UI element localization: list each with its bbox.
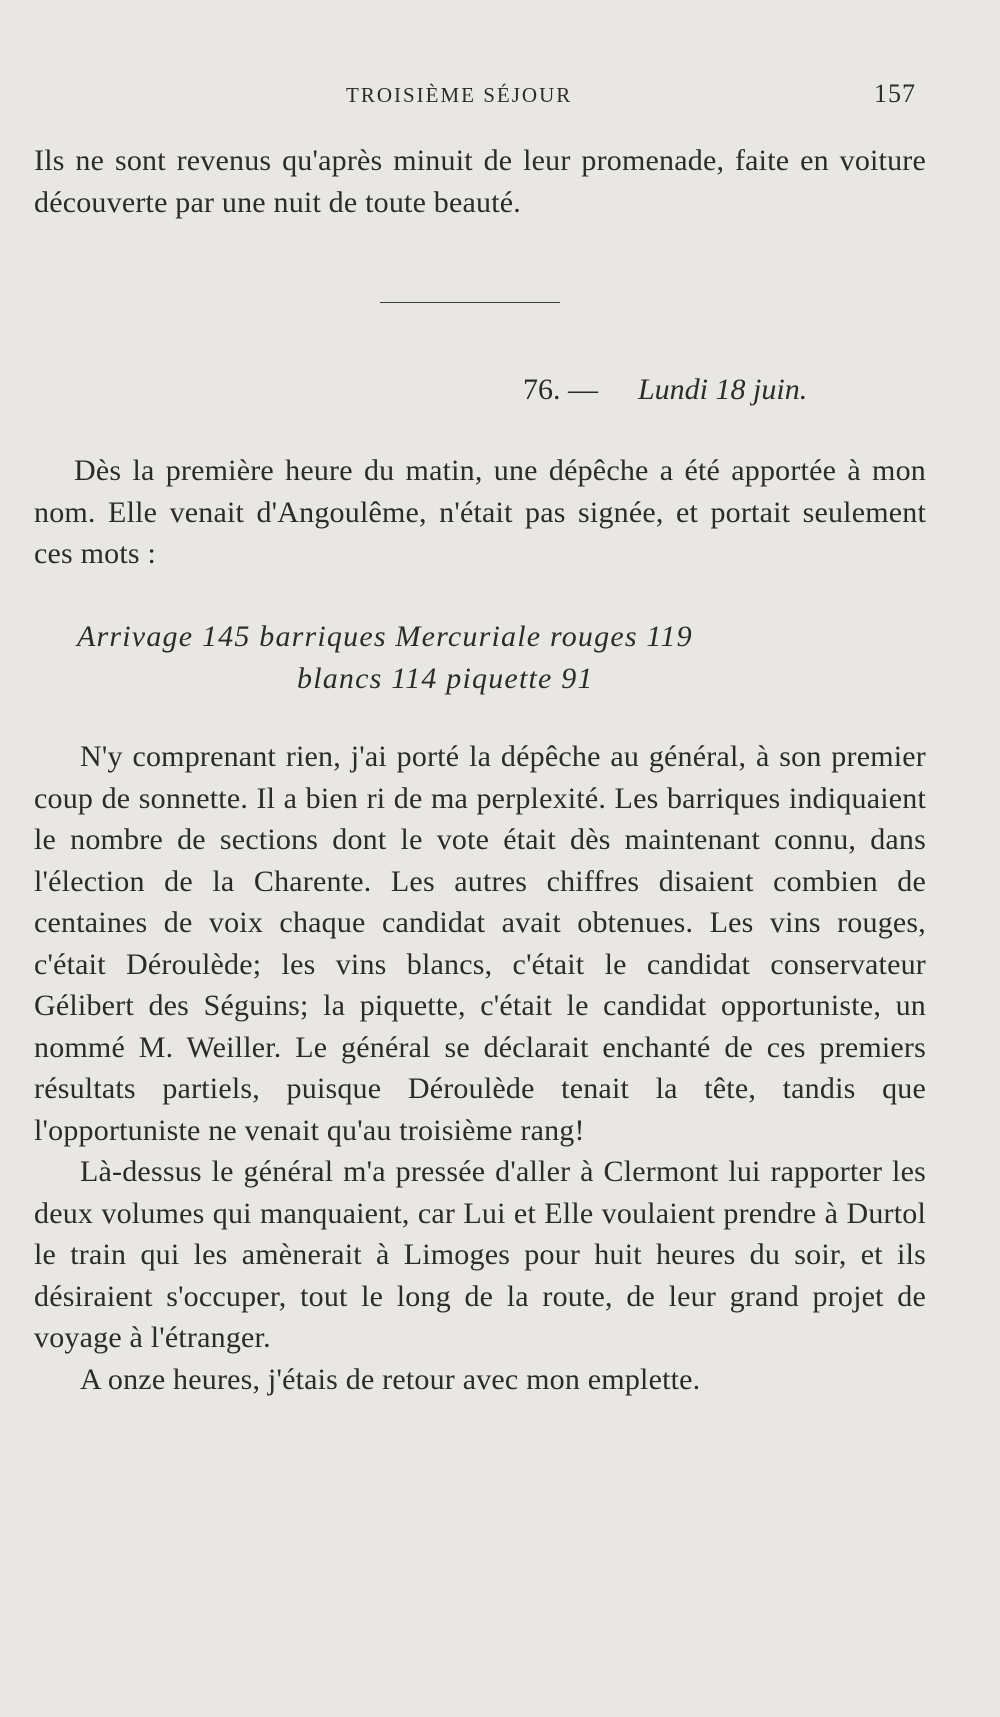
telegram-line-2: blancs 114 piquette 91	[297, 662, 594, 695]
opening-block	[34, 140, 926, 223]
dispatch-block	[34, 450, 926, 575]
main-text-block	[34, 736, 926, 1400]
running-title: TROISIÈME SÉJOUR	[346, 83, 573, 107]
opening-paragraph: Ils ne sont revenus qu'après minuit de leur promenade, faite en voiture découverte par une nuit de toute beauté.	[34, 144, 926, 219]
entry-number: 76. —	[523, 373, 598, 406]
entry-date: Lundi 18 juin.	[638, 373, 808, 406]
paragraph-return: A onze heures, j'étais de retour avec mon emplette.	[80, 1362, 701, 1396]
running-head	[0, 79, 1000, 113]
dispatch-paragraph: Dès la première heure du matin, une dépêche a été apportée à mon nom. Elle venait d'Angoulême, n'était pas signée, et portait seulement ces mots :	[34, 454, 926, 570]
paragraph-errand: Là-dessus le général m'a pressée d'aller à Clermont lui rapporter les deux volumes qui manquaient, car Lui et Elle voulaient prendre à Durtol le train qui les amènerait à Limoges pour huit heures du soir, et ils désiraient s'occuper, tout le long de la route, de leur grand projet de voyage à l'étranger.	[34, 1155, 926, 1354]
section-divider	[380, 302, 560, 303]
page-number: 157	[874, 79, 916, 108]
telegram-line-1: Arrivage 145 barriques Mercuriale rouges 119	[77, 620, 693, 653]
paragraph-explanation: N'y comprenant rien, j'ai porté la dépêche au général, à son premier coup de sonnette. Il a bien ri de ma perplexité. Les barriques indiquaient le nombre de sections dont le vote était dès maintenant connu, dans l'élection de la Charente. Les autres chiffres disaient combien de centaines de voix chaque candidat avait obtenues. Les vins rouges, c'était Déroulède; les vins blancs, c'était le candidat conservateur Gélibert des Séguins; la piquette, c'était le candidat opportuniste, un nommé M. Weiller. Le général se déclarait enchanté de ces premiers résultats partiels, puisque Déroulède tenait la tête, tandis que l'opportuniste ne venait qu'au troisième rang!	[34, 740, 926, 1147]
